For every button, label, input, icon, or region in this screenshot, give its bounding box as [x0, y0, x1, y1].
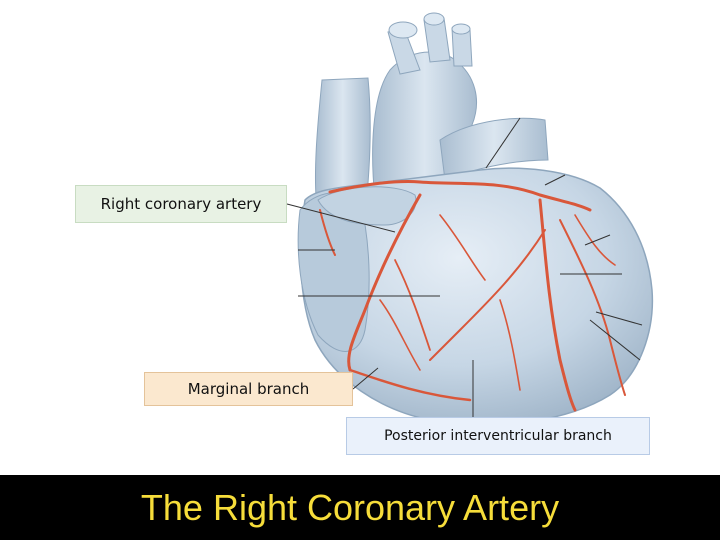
- slide-title: The Right Coronary Artery: [140, 487, 560, 528]
- marginal-branch-label: Marginal branch: [144, 372, 353, 406]
- page-number: 18: [673, 444, 703, 475]
- panel-letter: A: [25, 444, 43, 475]
- posterior-interventricular-branch-label: Posterior interventricular branch: [346, 417, 650, 455]
- right-coronary-artery-label: Right coronary artery: [75, 185, 287, 223]
